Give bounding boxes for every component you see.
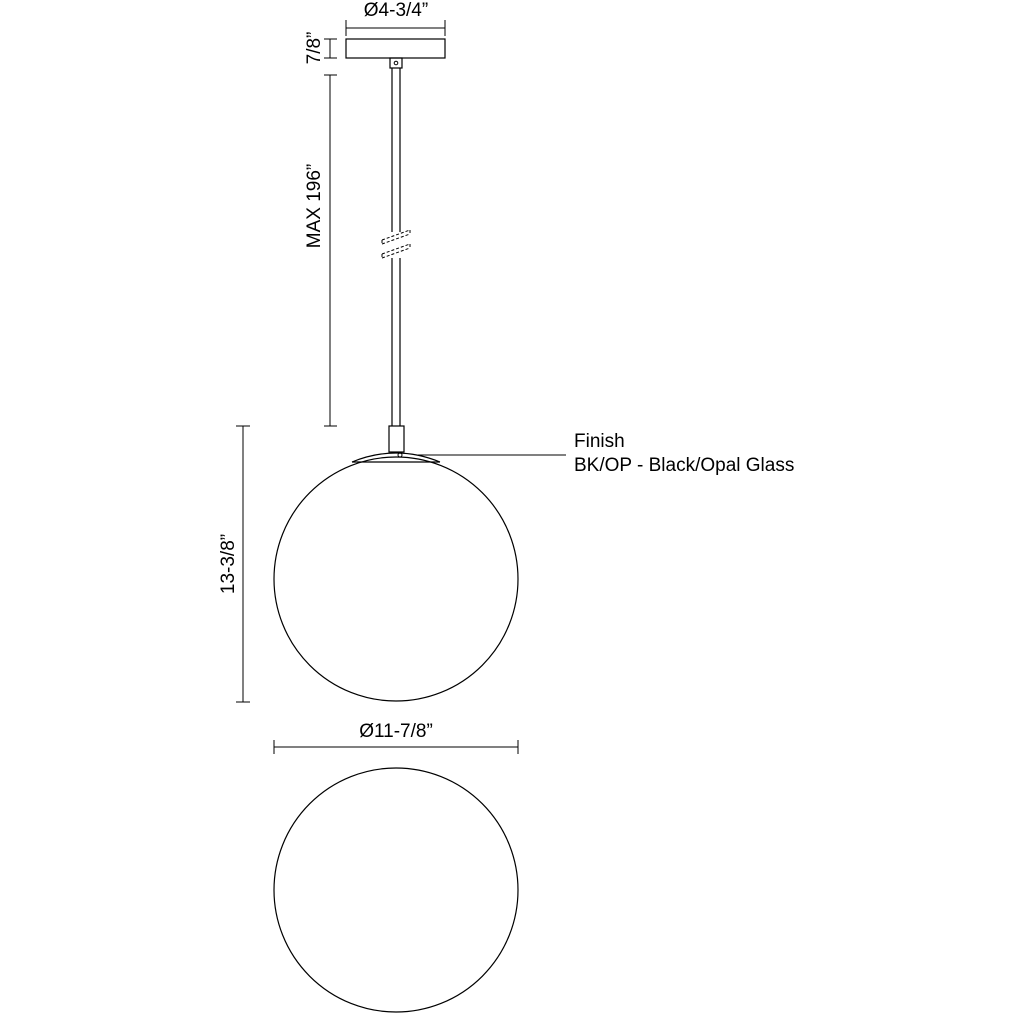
globe-height-label: 13-3/8” [218, 533, 239, 595]
finish-value: BK/OP - Black/Opal Glass [574, 455, 795, 476]
globe-top-view [274, 768, 518, 1012]
canopy-height-dimension [304, 32, 337, 65]
globe-diameter-dimension [274, 721, 518, 754]
globe-diameter-label: Ø11-7/8” [359, 721, 433, 742]
globe-side-view [274, 457, 518, 701]
stem-break-mark [382, 230, 410, 258]
canopy [346, 39, 445, 68]
canopy-diameter-dimension [346, 0, 445, 36]
suspension-stem [392, 68, 400, 426]
max-length-label: MAX 196” [304, 163, 325, 249]
max-length-dimension [304, 75, 337, 426]
globe-height-dimension [218, 426, 250, 702]
canopy-diameter-label: Ø4-3/4” [363, 0, 429, 21]
canopy-height-label: 7/8” [304, 31, 325, 65]
finish-heading: Finish [574, 431, 625, 452]
